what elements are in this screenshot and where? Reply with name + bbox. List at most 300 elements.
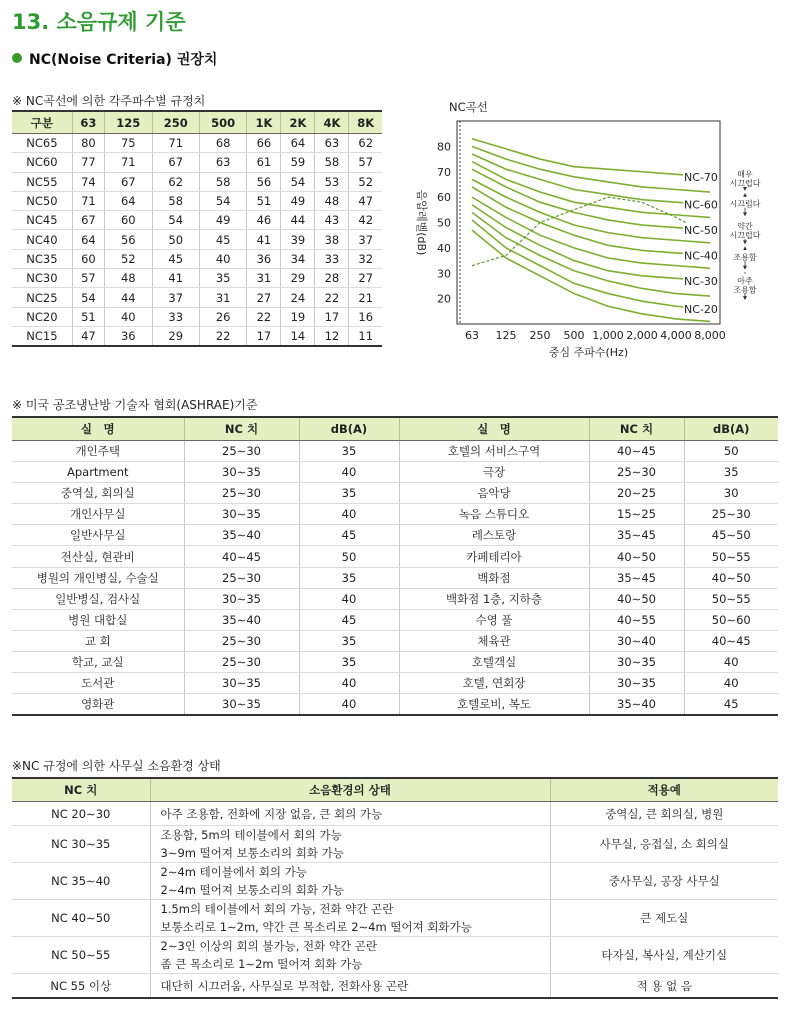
state-cell xyxy=(150,974,550,999)
table-cell: 45 xyxy=(152,249,199,268)
table-cell: 77 xyxy=(72,153,104,172)
table-cell: 15∼25 xyxy=(589,504,684,525)
ashrae-table-header: dB(A) xyxy=(299,417,399,441)
x-tick-label: 63 xyxy=(465,329,479,342)
nc-table-header: 1K xyxy=(247,111,281,134)
state-line: 1.5m의 테이블에서 회의 가능, 전화 약간 곤란 xyxy=(160,902,394,916)
table-cell: 43 xyxy=(315,211,349,230)
table-cell: 24 xyxy=(281,288,315,307)
ashrae-table-header: 실 명 xyxy=(12,417,184,441)
table-cell: 40∼50 xyxy=(589,546,684,567)
table-cell: 39 xyxy=(281,230,315,249)
table-row xyxy=(12,588,778,609)
table-cell: 40∼50 xyxy=(589,588,684,609)
table-row xyxy=(12,326,382,346)
y-tick-label: 40 xyxy=(437,241,451,255)
table-cell: 호텔의 서비스구역 xyxy=(399,441,589,462)
table-cell: 체육관 xyxy=(399,630,589,651)
table-cell: 35 xyxy=(684,462,778,483)
table-cell: 44 xyxy=(105,288,152,307)
table-cell: 11 xyxy=(349,326,382,346)
state-line: 2∼4m 테이블에서 회의 가능 xyxy=(160,865,307,879)
table-row xyxy=(12,630,778,651)
table-cell: 37 xyxy=(349,230,382,249)
x-tick-label: 125 xyxy=(495,329,517,342)
table-cell: 40∼45 xyxy=(684,630,778,651)
table-cell: 54 xyxy=(281,172,315,191)
table-cell: 음악당 xyxy=(399,483,589,504)
table-cell: 45∼50 xyxy=(684,525,778,546)
table-cell: 48 xyxy=(315,191,349,210)
table-cell: 35∼45 xyxy=(589,567,684,588)
table-cell: 40 xyxy=(299,504,399,525)
table-cell: 46 xyxy=(247,211,281,230)
table-cell: 22 xyxy=(247,307,281,326)
table-cell: 35∼45 xyxy=(589,525,684,546)
table-cell: 63 xyxy=(315,134,349,153)
table-cell: NC40 xyxy=(12,230,72,249)
table-cell: 28 xyxy=(315,269,349,288)
table-cell: 학교, 교실 xyxy=(12,651,184,672)
office-table xyxy=(12,777,778,999)
curve-label: NC-50 xyxy=(684,224,718,238)
table-cell: 45 xyxy=(684,694,778,716)
table-cell: 33 xyxy=(315,249,349,268)
table-cell: 17 xyxy=(247,326,281,346)
table-cell: 40 xyxy=(684,673,778,694)
table-cell: 50∼55 xyxy=(684,546,778,567)
use-cell: 중역실, 큰 회의실, 병원 xyxy=(550,802,778,826)
y-axis-label: 음압레벨(dB) xyxy=(415,189,428,256)
table-cell: 31 xyxy=(199,288,246,307)
table-cell: 40 xyxy=(299,462,399,483)
table-cell: 25∼30 xyxy=(184,441,299,462)
state-cell xyxy=(150,863,550,900)
page-title: 13. 소음규제 기준 xyxy=(12,10,186,34)
table-cell: NC50 xyxy=(12,191,72,210)
ashrae-table-header: 실 명 xyxy=(399,417,589,441)
band-label: 아주 조용함 xyxy=(733,276,757,295)
table-cell: 71 xyxy=(72,191,104,210)
table-cell: 30∼35 xyxy=(589,673,684,694)
bullet-icon xyxy=(12,53,22,63)
table-row xyxy=(12,974,778,999)
table-cell: 호텔, 연회장 xyxy=(399,673,589,694)
table-cell: 35 xyxy=(299,567,399,588)
table-cell: NC55 xyxy=(12,172,72,191)
table-cell: 35∼40 xyxy=(184,609,299,630)
x-tick-label: 250 xyxy=(529,329,551,342)
table-row xyxy=(12,462,778,483)
table-row xyxy=(12,191,382,210)
table-cell: 22 xyxy=(199,326,246,346)
table-cell: 33 xyxy=(152,307,199,326)
table-cell: 19 xyxy=(281,307,315,326)
table-cell: 30 xyxy=(684,483,778,504)
table-cell: 14 xyxy=(281,326,315,346)
band-label: 조용함 xyxy=(733,253,757,263)
table-cell: 30∼35 xyxy=(589,651,684,672)
table-cell: 45 xyxy=(299,609,399,630)
nc-curve xyxy=(472,139,710,177)
x-tick-label: 2,000 xyxy=(626,329,658,342)
table-cell: 54 xyxy=(72,288,104,307)
nc-table-header: 250 xyxy=(152,111,199,134)
table-row xyxy=(12,153,382,172)
table-cell: 62 xyxy=(349,134,382,153)
table-cell: 호텔객실 xyxy=(399,651,589,672)
table-cell: 17 xyxy=(315,307,349,326)
table-row xyxy=(12,937,778,974)
table-row xyxy=(12,211,382,230)
table-cell: 50∼60 xyxy=(684,609,778,630)
table-cell: 개인주택 xyxy=(12,441,184,462)
band-arrow-head xyxy=(743,193,747,197)
table-cell: 26 xyxy=(199,307,246,326)
table-cell: 30∼35 xyxy=(184,588,299,609)
table-cell: 53 xyxy=(315,172,349,191)
table-cell: 38 xyxy=(315,230,349,249)
table-cell: 80 xyxy=(72,134,104,153)
table-cell: 35 xyxy=(299,441,399,462)
state-line: 좀 큰 목소리로 1∼2m 떨어져 회화 가능 xyxy=(160,957,363,971)
table-cell: 71 xyxy=(105,153,152,172)
table-row xyxy=(12,802,778,826)
table-cell: 51 xyxy=(72,307,104,326)
table-cell: 40∼45 xyxy=(589,441,684,462)
table-cell: 30∼35 xyxy=(184,673,299,694)
table-cell: 59 xyxy=(281,153,315,172)
table-cell: 일반병실, 검사실 xyxy=(12,588,184,609)
y-tick-label: 30 xyxy=(437,267,451,281)
table-cell: 52 xyxy=(349,172,382,191)
band-arrow-head xyxy=(743,296,747,300)
state-line: 2∼4m 떨어져 보통소리의 회화 가능 xyxy=(160,883,344,897)
office-table-note: ※NC 규정에 의한 사무실 소음환경 상태 xyxy=(12,759,221,773)
table-cell: 31 xyxy=(247,269,281,288)
table-cell: 36 xyxy=(247,249,281,268)
table-row xyxy=(12,826,778,863)
band-arrow-head xyxy=(743,246,747,250)
band-arrow-head xyxy=(743,212,747,216)
table-cell: 50∼55 xyxy=(684,588,778,609)
ashrae-table-note: ※ 미국 공조냉난방 기술자 협회(ASHRAE)기준 xyxy=(12,398,258,412)
curve-label: NC-40 xyxy=(684,249,718,263)
table-row xyxy=(12,441,778,462)
table-cell: 백화점 xyxy=(399,567,589,588)
x-tick-label: 4,000 xyxy=(660,329,692,342)
nc-table-header: 500 xyxy=(199,111,246,134)
table-row xyxy=(12,900,778,937)
table-cell: 20∼25 xyxy=(589,483,684,504)
table-cell: 67 xyxy=(72,211,104,230)
band-label: 시끄럽다 xyxy=(729,199,761,209)
table-cell: NC20 xyxy=(12,307,72,326)
table-cell: 50 xyxy=(684,441,778,462)
band-label: 약간 시끄럽다 xyxy=(729,221,761,240)
state-line: 아주 조용함, 전화에 지장 없음, 큰 회의 가능 xyxy=(160,806,383,821)
chart-title: NC곡선 xyxy=(449,100,488,114)
nc-range-cell: NC 35∼40 xyxy=(12,863,150,900)
table-cell: 25∼30 xyxy=(184,630,299,651)
table-cell: 66 xyxy=(247,134,281,153)
table-cell: 40 xyxy=(684,651,778,672)
table-cell: 27 xyxy=(349,269,382,288)
table-row xyxy=(12,651,778,672)
use-cell: 타자실, 복사실, 계산기실 xyxy=(550,937,778,974)
nc-table-header: 8K xyxy=(349,111,382,134)
y-tick-label: 60 xyxy=(437,191,451,205)
table-cell: 36 xyxy=(105,326,152,346)
table-cell: 영화관 xyxy=(12,694,184,716)
curve-label: NC-70 xyxy=(684,170,718,184)
table-cell: 30∼35 xyxy=(184,462,299,483)
table-cell: 54 xyxy=(199,191,246,210)
table-cell: 수영 풀 xyxy=(399,609,589,630)
table-cell: 56 xyxy=(247,172,281,191)
table-cell: 64 xyxy=(105,191,152,210)
nc-range-cell: NC 50∼55 xyxy=(12,937,150,974)
table-cell: 40 xyxy=(299,673,399,694)
table-cell: 25∼30 xyxy=(589,462,684,483)
table-cell: 54 xyxy=(152,211,199,230)
use-cell: 적 용 없 음 xyxy=(550,974,778,999)
table-cell: 25∼30 xyxy=(184,483,299,504)
table-row xyxy=(12,863,778,900)
section-heading xyxy=(12,49,217,69)
table-cell: 21 xyxy=(349,288,382,307)
table-cell: 51 xyxy=(247,191,281,210)
office-table-header: NC 치 xyxy=(12,778,150,802)
table-cell: 29 xyxy=(281,269,315,288)
table-cell: 16 xyxy=(349,307,382,326)
nc-curve xyxy=(472,169,710,230)
table-cell: 25∼30 xyxy=(684,504,778,525)
table-cell: 30∼40 xyxy=(589,630,684,651)
table-cell: 백화점 1층, 지하층 xyxy=(399,588,589,609)
table-cell: 56 xyxy=(105,230,152,249)
table-cell: 25∼30 xyxy=(184,651,299,672)
table-cell: 45 xyxy=(299,525,399,546)
nc-range-cell: NC 55 이상 xyxy=(12,974,150,999)
table-row xyxy=(12,483,778,504)
table-cell: 34 xyxy=(281,249,315,268)
table-row xyxy=(12,694,778,716)
x-axis-label: 중심 주파수(Hz) xyxy=(548,346,629,359)
table-cell: 48 xyxy=(105,269,152,288)
table-cell: 전산실, 현관비 xyxy=(12,546,184,567)
table-cell: Apartment xyxy=(12,462,184,483)
table-cell: 41 xyxy=(247,230,281,249)
table-cell: 호텔로비, 복도 xyxy=(399,694,589,716)
table-cell: 74 xyxy=(72,172,104,191)
table-cell: 중역실, 회의실 xyxy=(12,483,184,504)
nc-table-note: ※ NC곡선에 의한 각주파수별 규정치 xyxy=(12,94,206,108)
table-cell: 67 xyxy=(152,153,199,172)
table-cell: 32 xyxy=(349,249,382,268)
curve-label: NC-60 xyxy=(684,198,718,212)
y-tick-label: 20 xyxy=(437,292,451,306)
table-row xyxy=(12,230,382,249)
table-cell: 극장 xyxy=(399,462,589,483)
table-cell: 50 xyxy=(299,546,399,567)
state-cell xyxy=(150,826,550,863)
ashrae-table-header: NC 치 xyxy=(184,417,299,441)
table-cell: 교 회 xyxy=(12,630,184,651)
table-cell: NC25 xyxy=(12,288,72,307)
table-cell: 12 xyxy=(315,326,349,346)
table-row xyxy=(12,609,778,630)
table-row xyxy=(12,567,778,588)
table-cell: 35 xyxy=(299,651,399,672)
band-label: 매우 시끄럽다 xyxy=(729,169,761,188)
nc-table-header: 구분 xyxy=(12,111,72,134)
ashrae-table-header: NC 치 xyxy=(589,417,684,441)
nc-range-cell: NC 30∼35 xyxy=(12,826,150,863)
table-cell: 49 xyxy=(199,211,246,230)
nc-range-cell: NC 40∼50 xyxy=(12,900,150,937)
nc-table-header: 125 xyxy=(105,111,152,134)
table-cell: 62 xyxy=(152,172,199,191)
nc-table-header: 4K xyxy=(315,111,349,134)
table-cell: 64 xyxy=(72,230,104,249)
table-cell: 60 xyxy=(72,249,104,268)
table-cell: 29 xyxy=(152,326,199,346)
table-cell: NC30 xyxy=(12,269,72,288)
table-cell: 30∼35 xyxy=(184,504,299,525)
section-heading-text: NC(Noise Criteria) 권장치 xyxy=(29,52,218,68)
table-cell: 52 xyxy=(105,249,152,268)
table-cell: 일반사무실 xyxy=(12,525,184,546)
x-tick-label: 1,000 xyxy=(592,329,624,342)
table-cell: 35 xyxy=(299,483,399,504)
table-cell: 카페테리아 xyxy=(399,546,589,567)
table-cell: 45 xyxy=(199,230,246,249)
table-cell: 40∼55 xyxy=(589,609,684,630)
y-tick-label: 70 xyxy=(437,165,451,179)
use-cell: 큰 제도실 xyxy=(550,900,778,937)
table-cell: 58 xyxy=(152,191,199,210)
band-arrow-head xyxy=(743,266,747,270)
table-cell: 57 xyxy=(72,269,104,288)
table-row xyxy=(12,307,382,326)
table-cell: NC15 xyxy=(12,326,72,346)
nc-table-header: 63 xyxy=(72,111,104,134)
table-cell: 47 xyxy=(349,191,382,210)
use-cell: 사무실, 응접실, 소 회의실 xyxy=(550,826,778,863)
table-row xyxy=(12,546,778,567)
table-row xyxy=(12,172,382,191)
table-cell: 57 xyxy=(349,153,382,172)
nc-table xyxy=(12,110,382,347)
curve-label: NC-20 xyxy=(684,302,718,316)
table-cell: 병원 대합실 xyxy=(12,609,184,630)
table-cell: NC65 xyxy=(12,134,72,153)
x-tick-label: 500 xyxy=(563,329,585,342)
table-cell: 27 xyxy=(247,288,281,307)
table-cell: NC35 xyxy=(12,249,72,268)
state-cell xyxy=(150,900,550,937)
ashrae-table xyxy=(12,416,778,716)
office-table-header: 적용예 xyxy=(550,778,778,802)
table-cell: 개인사무실 xyxy=(12,504,184,525)
nc-curve-chart xyxy=(400,96,780,361)
table-cell: 47 xyxy=(72,326,104,346)
table-cell: 25∼30 xyxy=(184,567,299,588)
table-cell: 50 xyxy=(152,230,199,249)
x-tick-label: 8,000 xyxy=(694,329,726,342)
table-cell: 22 xyxy=(315,288,349,307)
table-cell: NC45 xyxy=(12,211,72,230)
state-cell xyxy=(150,802,550,826)
table-row xyxy=(12,288,382,307)
y-tick-label: 50 xyxy=(437,216,451,230)
table-cell: 63 xyxy=(199,153,246,172)
table-cell: 68 xyxy=(199,134,246,153)
state-line: 대단히 시끄러움, 사무실로 부적합, 전화사용 곤란 xyxy=(160,978,409,993)
table-cell: 30∼35 xyxy=(184,694,299,716)
table-cell: 64 xyxy=(281,134,315,153)
band-arrow-head xyxy=(743,240,747,244)
table-row xyxy=(12,269,382,288)
ashrae-table-header: dB(A) xyxy=(684,417,778,441)
table-cell: 40 xyxy=(299,694,399,716)
table-row xyxy=(12,673,778,694)
state-line: 보통소리로 1∼2m, 약간 큰 목소리로 2∼4m 떨어져 회화가능 xyxy=(160,920,472,934)
table-cell: 61 xyxy=(247,153,281,172)
table-cell: 58 xyxy=(199,172,246,191)
table-row xyxy=(12,249,382,268)
table-cell: 75 xyxy=(105,134,152,153)
table-cell: 35 xyxy=(199,269,246,288)
table-row xyxy=(12,134,382,153)
table-cell: NC60 xyxy=(12,153,72,172)
table-cell: 레스토랑 xyxy=(399,525,589,546)
table-cell: 60 xyxy=(105,211,152,230)
table-cell: 도서관 xyxy=(12,673,184,694)
y-tick-label: 80 xyxy=(437,140,451,154)
table-cell: 35∼40 xyxy=(589,694,684,716)
curve-label: NC-30 xyxy=(684,274,718,288)
nc-table-header: 2K xyxy=(281,111,315,134)
use-cell: 중사무실, 공장 사무실 xyxy=(550,863,778,900)
table-cell: 35∼40 xyxy=(184,525,299,546)
table-cell: 40∼50 xyxy=(684,567,778,588)
nc-curve xyxy=(472,220,710,309)
table-cell: 37 xyxy=(152,288,199,307)
state-cell xyxy=(150,937,550,974)
state-line: 3∼9m 떨어져 보통소리의 회화 가능 xyxy=(160,846,344,860)
table-cell: 42 xyxy=(349,211,382,230)
table-cell: 40 xyxy=(299,588,399,609)
table-cell: 44 xyxy=(281,211,315,230)
nc-range-cell: NC 20∼30 xyxy=(12,802,150,826)
office-table-header: 소음환경의 상태 xyxy=(150,778,550,802)
state-line: 2∼3인 이상의 회의 불가능, 전화 약간 곤란 xyxy=(160,939,377,953)
table-cell: 녹음 스튜디오 xyxy=(399,504,589,525)
table-cell: 병원의 개인병실, 수술실 xyxy=(12,567,184,588)
table-cell: 35 xyxy=(299,630,399,651)
table-row xyxy=(12,525,778,546)
table-cell: 71 xyxy=(152,134,199,153)
state-line: 조용함, 5m의 테이블에서 회의 가능 xyxy=(160,828,342,842)
table-cell: 40 xyxy=(105,307,152,326)
table-cell: 40 xyxy=(199,249,246,268)
table-cell: 67 xyxy=(105,172,152,191)
table-row xyxy=(12,504,778,525)
table-cell: 49 xyxy=(281,191,315,210)
table-cell: 41 xyxy=(152,269,199,288)
